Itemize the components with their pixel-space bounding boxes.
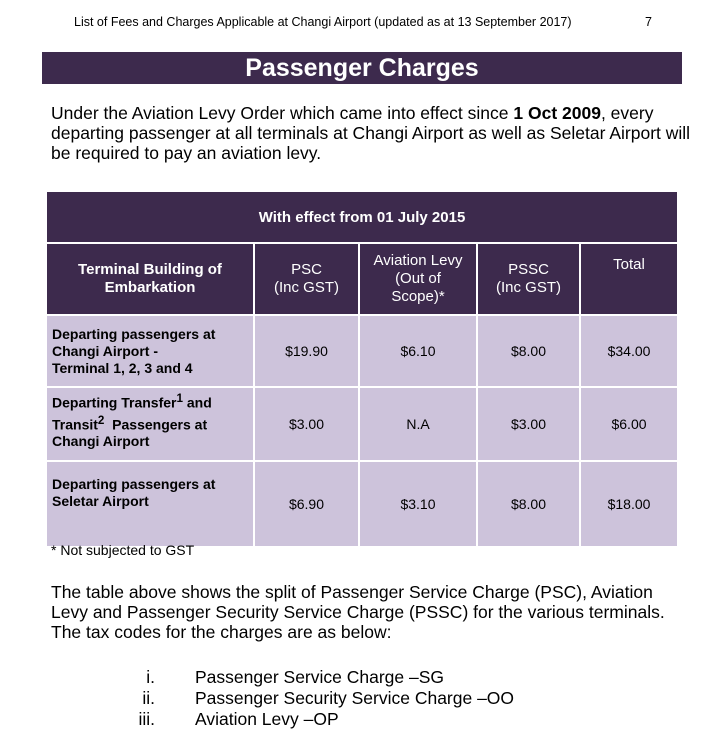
list-item-text: Passenger Security Service Charge –OO bbox=[195, 688, 515, 708]
column-header-psc: PSC (Inc GST) bbox=[254, 243, 359, 315]
list-numeral: ii. bbox=[142, 688, 155, 708]
row-label: Departing passengers at Changi Airport - Terminal 1, 2, 3 and 4 bbox=[46, 315, 254, 387]
pssc-value: $3.00 bbox=[477, 387, 580, 461]
column-header-pssc: PSSC (Inc GST) bbox=[477, 243, 580, 315]
total-value: $34.00 bbox=[580, 315, 678, 387]
document-title: List of Fees and Charges Applicable at Changi Airport (updated as at 13 September 2017) bbox=[74, 15, 572, 29]
intro-date: 1 Oct 2009 bbox=[513, 103, 601, 123]
fees-table bbox=[45, 190, 677, 548]
psc-value: $19.90 bbox=[254, 315, 359, 387]
list-numeral: i. bbox=[146, 667, 155, 687]
list-item-text: Passenger Service Charge –SG bbox=[195, 667, 445, 687]
effective-date-header: With effect from 01 July 2015 bbox=[46, 191, 678, 243]
intro-paragraph bbox=[51, 103, 691, 163]
intro-text-part1: Under the Aviation Levy Order which came into effect since bbox=[51, 103, 514, 123]
row-label: Departing Transfer$^1$ and Transit$^2$ Passengers at Changi Airport bbox=[46, 387, 254, 461]
footnote: * Not subjected to GST bbox=[51, 542, 195, 558]
table-row bbox=[46, 387, 678, 461]
column-header-total: Total bbox=[580, 243, 678, 315]
levy-value: $3.10 bbox=[359, 461, 477, 547]
psc-value: $6.90 bbox=[254, 461, 359, 547]
pssc-value: $8.00 bbox=[477, 315, 580, 387]
psc-value: $3.00 bbox=[254, 387, 359, 461]
levy-value: N.A bbox=[359, 387, 477, 461]
section-title: Passenger Charges bbox=[42, 52, 682, 84]
row-label: Departing passengers at Seletar Airport bbox=[46, 461, 254, 547]
column-header-terminal: Terminal Building of Embarkation bbox=[46, 243, 254, 315]
footnote-marker: 1 bbox=[176, 392, 183, 405]
column-header-aviation-levy: Aviation Levy (Out of Scope)* bbox=[359, 243, 477, 315]
total-value: $6.00 bbox=[580, 387, 678, 461]
intro-text-part2: , every departing passenger at all terminals at Changi Airport as well as Seletar Airport will be required to pay an aviation levy. bbox=[51, 103, 691, 163]
table-row bbox=[46, 461, 678, 547]
levy-value: $6.10 bbox=[359, 315, 477, 387]
summary-paragraph: The table above shows the split of Passenger Service Charge (PSC), Aviation Levy and Passenger Security Service Charge (PSSC) for the various terminals. The tax codes for the charges are as below: bbox=[51, 582, 665, 642]
page-number: 7 bbox=[645, 15, 652, 29]
list-numeral: iii. bbox=[138, 709, 155, 729]
pssc-value: $8.00 bbox=[477, 461, 580, 547]
total-value: $18.00 bbox=[580, 461, 678, 547]
footnote-marker: 2 bbox=[97, 413, 105, 427]
list-item-text: Aviation Levy –OP bbox=[195, 709, 339, 729]
table-row bbox=[46, 315, 678, 387]
